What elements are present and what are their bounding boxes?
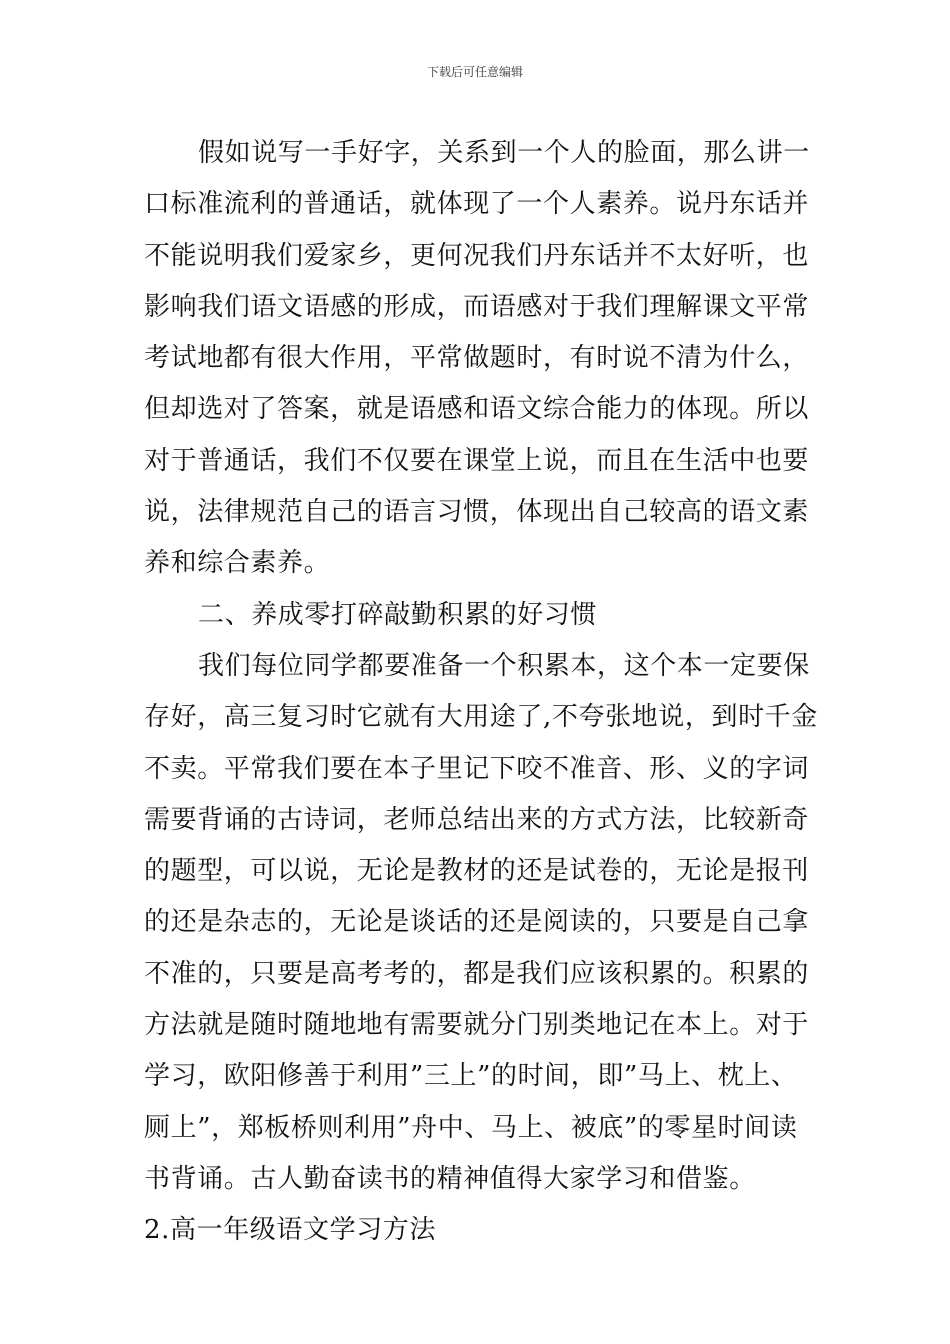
subsection-heading (144, 1205, 824, 1256)
section-heading-text: 二、养成零打碎敲勤积累的好习惯 (198, 599, 598, 630)
text-line: 的题型，可以说，无论是教材的还是试卷的，无论是报刊 (144, 856, 810, 887)
text-line: 不卖。平常我们要在本子里记下咬不准音、形、义的字词 (144, 753, 810, 784)
text-line: 方法就是随时随地地有需要就分门别类地记在本上。对于 (144, 1010, 810, 1041)
text-line: 学习，欧阳修善于利用”三上”的时间，即”马上、枕上、 (144, 1061, 798, 1092)
text-line: 对于普通话，我们不仅要在课堂上说，而且在生活中也要 (144, 445, 810, 476)
text-line: 说，法律规范自己的语言习惯，体现出自己较高的语文素 (144, 497, 810, 528)
text-line: 我们每位同学都要准备一个积累本，这个本一定要保 (198, 650, 810, 681)
text-line: 不准的，只要是高考考的，都是我们应该积累的。积累的 (144, 958, 810, 989)
text-line: 需要背诵的古诗词，老师总结出来的方式方法，比较新奇 (144, 804, 810, 835)
text-line: 但却选对了答案，就是语感和语文综合能力的体现。所以 (144, 394, 810, 425)
text-line: 厕上”，郑板桥则利用”舟中、马上、被底”的零星时间 (144, 1112, 771, 1143)
page-header: 下载后可任意编辑 (426, 65, 523, 79)
subsection-heading-text: 2.高一年级语文学习方法 (144, 1215, 437, 1246)
text-line: 养和综合素养。 (144, 548, 331, 579)
section-heading (144, 590, 824, 641)
text-line: 口标准流利的普通话，就体现了一个人素养。说丹东话并 (144, 189, 810, 220)
text-line: 假如说写一手好字，关系到一个人的脸面，那么讲一 (198, 138, 810, 168)
text-line: 读书背诵。古人勤奋读书的精神值得大家学习和借鉴。 (144, 1112, 798, 1194)
paragraph-accumulation (144, 641, 824, 1205)
text-line: 影响我们语文语感的形成，而语感对于我们理解课文平常 (144, 291, 810, 322)
body-text (144, 128, 824, 1257)
text-line: 的还是杂志的，无论是谈话的还是阅读的，只要是自己拿 (144, 907, 810, 938)
text-line: 不能说明我们爱家乡，更何况我们丹东话并不太好听，也 (144, 240, 810, 271)
text-line: 存好，高三复习时它就有大用途了,不夸张地说，到时千金 (144, 702, 818, 733)
text-line: 考试地都有很大作用，平常做题时，有时说不清为什么， (144, 343, 810, 374)
paragraph-mandarin (144, 128, 824, 590)
